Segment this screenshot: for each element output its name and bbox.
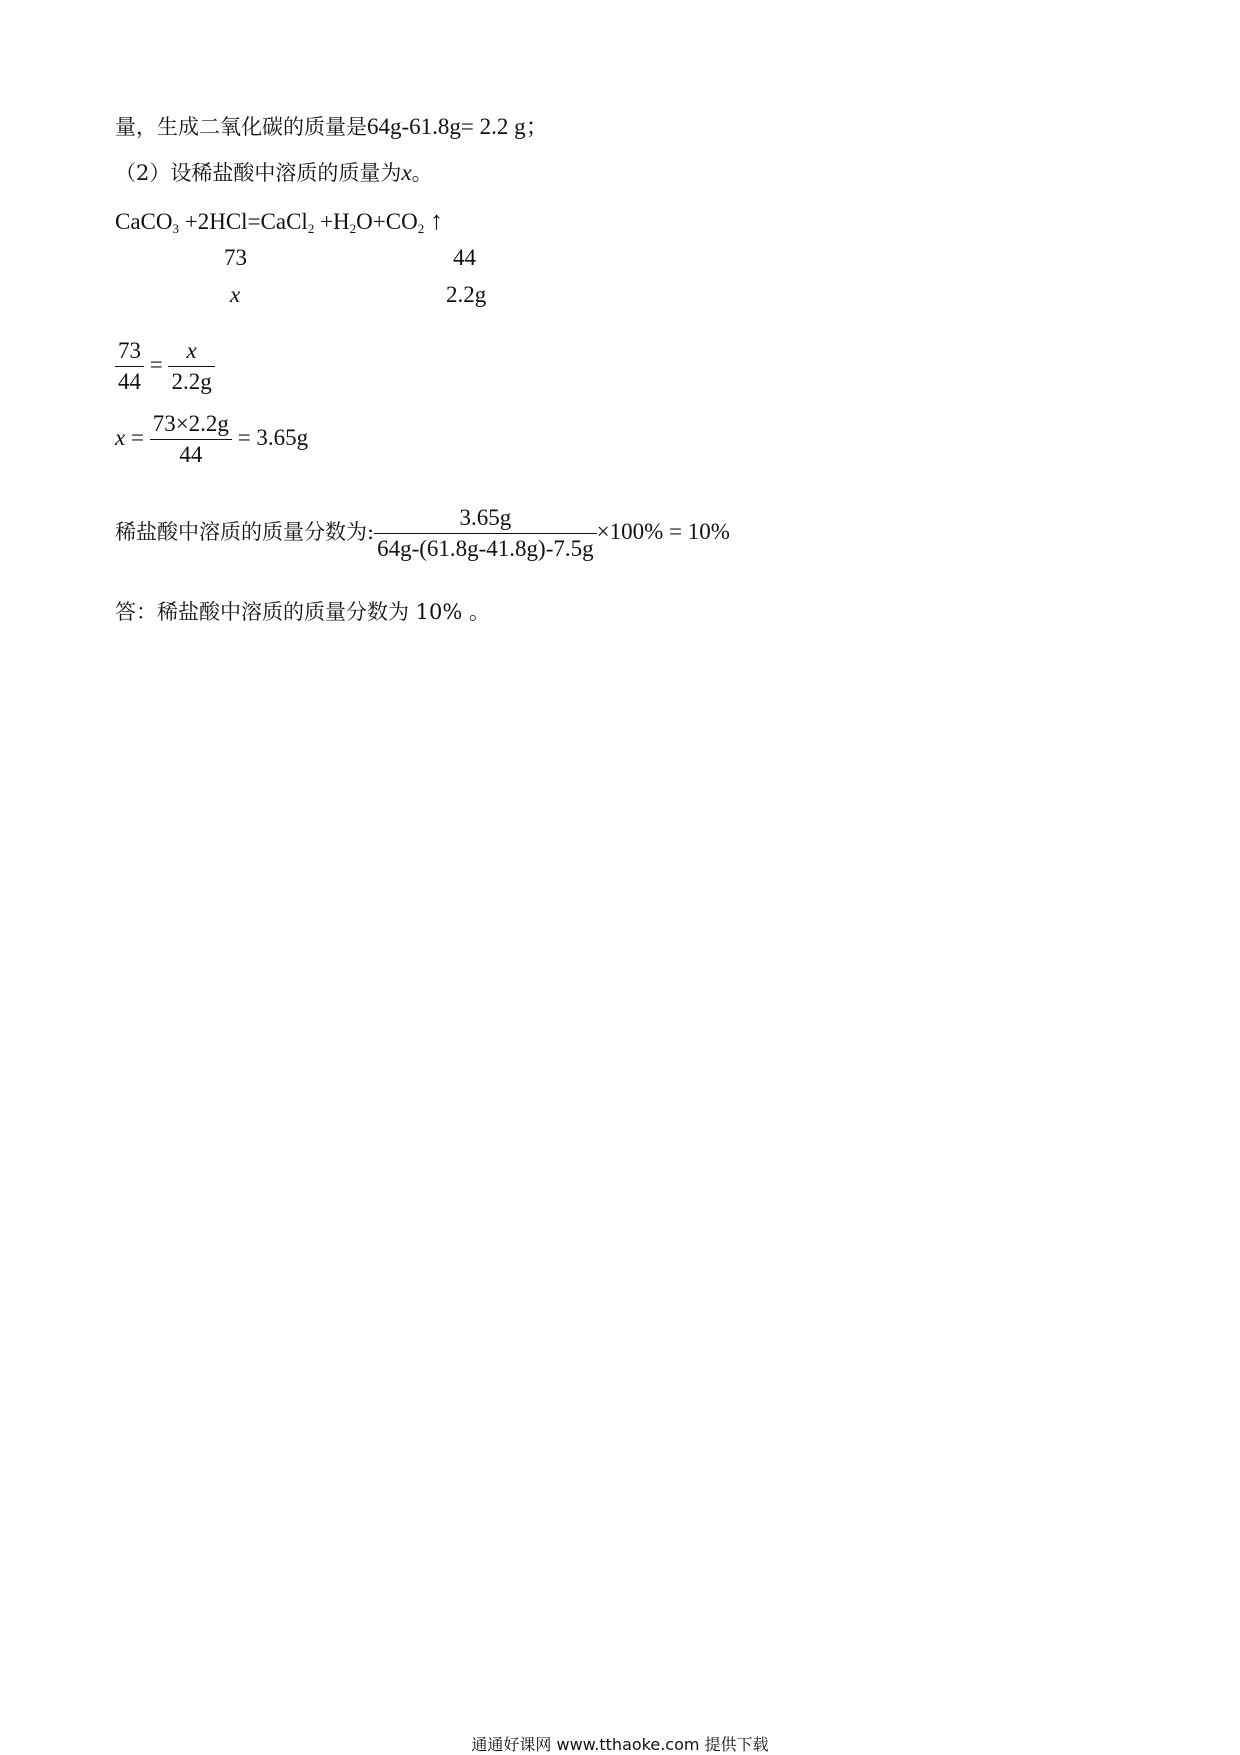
plus-h2o: +H (320, 209, 350, 234)
known-mass: 2.2g (446, 282, 487, 307)
solve-equation (115, 411, 308, 468)
mass-fraction: $\frac{3.65g}{64g-(61.8g-41.8g)-7.5g}$ (374, 505, 597, 562)
unknown-x: x (230, 282, 241, 307)
co2-sub: 2 (417, 221, 425, 236)
line2-text: （2）设稀盐酸中溶质的质量为 (115, 161, 402, 185)
text-line-2 (115, 157, 433, 187)
text-line-1 (115, 108, 549, 141)
line2-variable: x (401, 160, 412, 185)
fraction-tail: ×100% = 10% (596, 519, 730, 544)
fraction-line (115, 505, 730, 562)
cacl2-sub: 2 (307, 221, 315, 236)
ratio-right: $\frac{x}{2.2g}$ (168, 338, 214, 395)
chemical-equation (115, 206, 443, 237)
mass-hcl: 73 (224, 245, 247, 270)
caco3: CaCO (115, 209, 173, 234)
o-plus-co2: O+CO (356, 209, 418, 234)
solve-result: = 3.65g (237, 424, 309, 450)
line1-expression: 64g-61.8g= 2.2 g； (367, 114, 549, 139)
mass-co2: 44 (453, 245, 476, 270)
cacl2: CaCl (260, 209, 308, 234)
solve-fraction: $\frac{73\times 2.2g}{44}$ (150, 411, 232, 468)
solve-equals: = (130, 424, 144, 450)
equals: = (247, 209, 261, 234)
ratio-left: $\frac{73}{44}$ (115, 338, 144, 395)
ratio-equals: = (149, 351, 163, 377)
fraction-label: 稀盐酸中溶质的质量分数为: (115, 520, 375, 544)
footer: 通通好课网 www.tthaoke.com 提供下载 (471, 1735, 769, 1754)
caco3-sub: 3 (172, 221, 179, 236)
line2-end: 。 (411, 161, 433, 185)
plus-hcl: +2HCl (184, 209, 248, 234)
h2o-sub: 2 (349, 221, 357, 236)
answer-line: 答：稀盐酸中溶质的质量分数为 10% 。 (115, 600, 491, 624)
solve-x: x (115, 424, 126, 450)
gas-arrow-icon: ↑ (429, 206, 443, 235)
ratio-equation (115, 338, 215, 395)
line1-text: 量，生成二氧化碳的质量是 (115, 115, 367, 139)
